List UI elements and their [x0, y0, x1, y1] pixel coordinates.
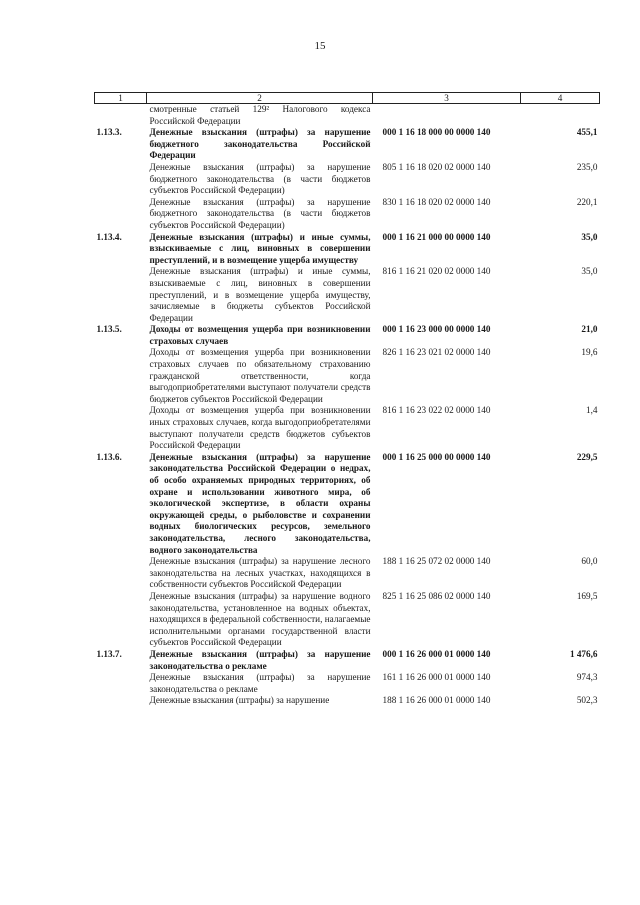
budget-code: 816 1 16 21 020 02 0000 140	[382, 266, 491, 277]
row-amount: 60,0	[581, 556, 598, 567]
row-amount: 455,1	[576, 127, 598, 138]
budget-code: 188 1 16 25 072 02 0000 140	[382, 556, 491, 567]
row-name: Денежные взыскания (штрафы) за нарушение бюджетного законодательства (в части бюджетов субъектов Российской Федерации)	[149, 196, 371, 230]
row-number: 1.13.4.	[96, 231, 122, 242]
row-name: Денежные взыскания (штрафы) за нарушение	[149, 695, 330, 706]
table-row	[95, 405, 600, 451]
header-row	[95, 93, 600, 104]
row-number: 1.13.6.	[96, 451, 122, 462]
budget-code: 826 1 16 23 021 02 0000 140	[382, 347, 491, 358]
row-amount	[521, 104, 600, 128]
table-row	[95, 266, 600, 324]
budget-code: 188 1 16 26 000 01 0000 140	[382, 695, 491, 706]
row-name: Денежные взыскания (штрафы) за нарушение законодательства о рекламе	[149, 672, 371, 694]
row-number	[95, 162, 147, 197]
row-number	[95, 266, 147, 324]
row-amount: 974,3	[576, 672, 598, 683]
table-row	[95, 162, 600, 197]
row-name: Денежные взыскания (штрафы) за нарушение законодательства Российской Федерации о недрах, об особо охраняемых природных территориях, об охране и использовании животного мира, об экологической экспертизе, в области охраны окружающей среды, о рыболовстве и сохранении водных биологических ресурсов, земельного законодательства, лесного законодательства, водного законодательства	[149, 451, 371, 555]
table-row	[95, 324, 600, 347]
row-name: Денежные взыскания (штрафы) и иные суммы, взыскиваемые с лиц, виновных в совершении преступлений, и в возмещение ущерба имуществу	[149, 231, 371, 265]
budget-code: 000 1 16 25 000 00 0000 140	[382, 451, 491, 462]
budget-code: 000 1 16 23 000 00 0000 140	[382, 324, 491, 335]
row-number	[95, 591, 147, 649]
row-amount: 502,3	[576, 695, 598, 706]
table-row	[95, 591, 600, 649]
budget-code: 830 1 16 18 020 02 0000 140	[382, 196, 491, 207]
row-number	[95, 672, 147, 695]
table-row	[95, 695, 600, 707]
row-name: Денежные взыскания (штрафы) за нарушение водного законодательства, установленное на водных объектах, находящихся в федеральной собственности, налагаемые исполнительными органами государственной власти субъектов Российской Федерации	[149, 590, 371, 648]
row-number	[95, 347, 147, 405]
row-amount: 19,6	[581, 347, 598, 358]
row-number	[95, 104, 147, 128]
row-name: смотренные статьей 129² Налогового кодекса Российской Федерации	[149, 104, 371, 126]
header-col-4: 4	[521, 93, 600, 104]
budget-code: 000 1 16 21 000 00 0000 140	[382, 231, 491, 242]
table-row	[95, 104, 600, 128]
table-row	[95, 672, 600, 695]
header-col-1: 1	[95, 93, 147, 104]
row-name: Денежные взыскания (штрафы) за нарушение бюджетного законодательства (в части бюджетов субъектов Российской Федерации)	[149, 161, 371, 196]
budget-code: 000 1 16 18 000 00 0000 140	[382, 127, 491, 138]
table-row	[95, 197, 600, 232]
table-row	[95, 452, 600, 556]
row-name: Денежные взыскания (штрафы) и иные суммы, взыскиваемые с лиц, виновных в совершении преступлений, и в возмещение ущерба имуществу, зачисляемые в бюджеты субъектов Российской Федерации	[149, 266, 371, 323]
table-row	[95, 127, 600, 162]
row-amount: 235,0	[576, 161, 598, 172]
row-name: Денежные взыскания (штрафы) за нарушение лесного законодательства на лесных участках, находящихся в собственности субъектов Российской Федерации	[149, 556, 371, 590]
row-amount: 1,4	[586, 405, 598, 416]
row-number	[95, 556, 147, 591]
budget-code: 816 1 16 23 022 02 0000 140	[382, 405, 491, 416]
row-name: Доходы от возмещения ущерба при возникновении страховых случаев	[149, 324, 371, 346]
row-amount: 21,0	[581, 324, 598, 335]
row-number	[95, 695, 147, 707]
row-number	[95, 405, 147, 451]
budget-code: 805 1 16 18 020 02 0000 140	[382, 161, 491, 172]
budget-code	[373, 104, 521, 128]
row-number	[95, 197, 147, 232]
table-row	[95, 556, 600, 591]
row-amount: 229,5	[576, 451, 598, 462]
row-amount: 35,0	[581, 231, 598, 242]
budget-code: 825 1 16 25 086 02 0000 140	[382, 590, 491, 601]
row-amount: 220,1	[576, 196, 598, 207]
row-amount: 1 476,6	[569, 648, 598, 659]
page-number: 15	[314, 40, 326, 52]
budget-revenue-table	[94, 92, 600, 707]
row-amount: 169,5	[576, 590, 598, 601]
row-name: Доходы от возмещения ущерба при возникновении страховых случаев по обязательному страхованию гражданской ответственности, когда выгодоприобретателями выступают получатели средств бюджетов субъектов Российской Федерации	[149, 347, 371, 404]
header-col-3: 3	[373, 93, 521, 104]
row-amount: 35,0	[581, 266, 598, 277]
budget-code: 161 1 16 26 000 01 0000 140	[382, 672, 491, 683]
row-name: Денежные взыскания (штрафы) за нарушение бюджетного законодательства Российской Федерации	[149, 127, 371, 161]
table-row	[95, 232, 600, 267]
header-col-2: 2	[147, 93, 373, 104]
table-row	[95, 347, 600, 405]
row-name: Денежные взыскания (штрафы) за нарушение законодательства о рекламе	[149, 648, 371, 671]
row-number: 1.13.3.	[96, 127, 122, 138]
row-number: 1.13.5.	[96, 324, 122, 335]
row-number: 1.13.7.	[96, 648, 122, 659]
table-row	[95, 649, 600, 672]
budget-code: 000 1 16 26 000 01 0000 140	[382, 648, 491, 659]
row-name: Доходы от возмещения ущерба при возникновении иных страховых случаев, когда выгодоприобретателями выступают получатели средств бюджетов субъектов Российской Федерации	[149, 405, 371, 451]
